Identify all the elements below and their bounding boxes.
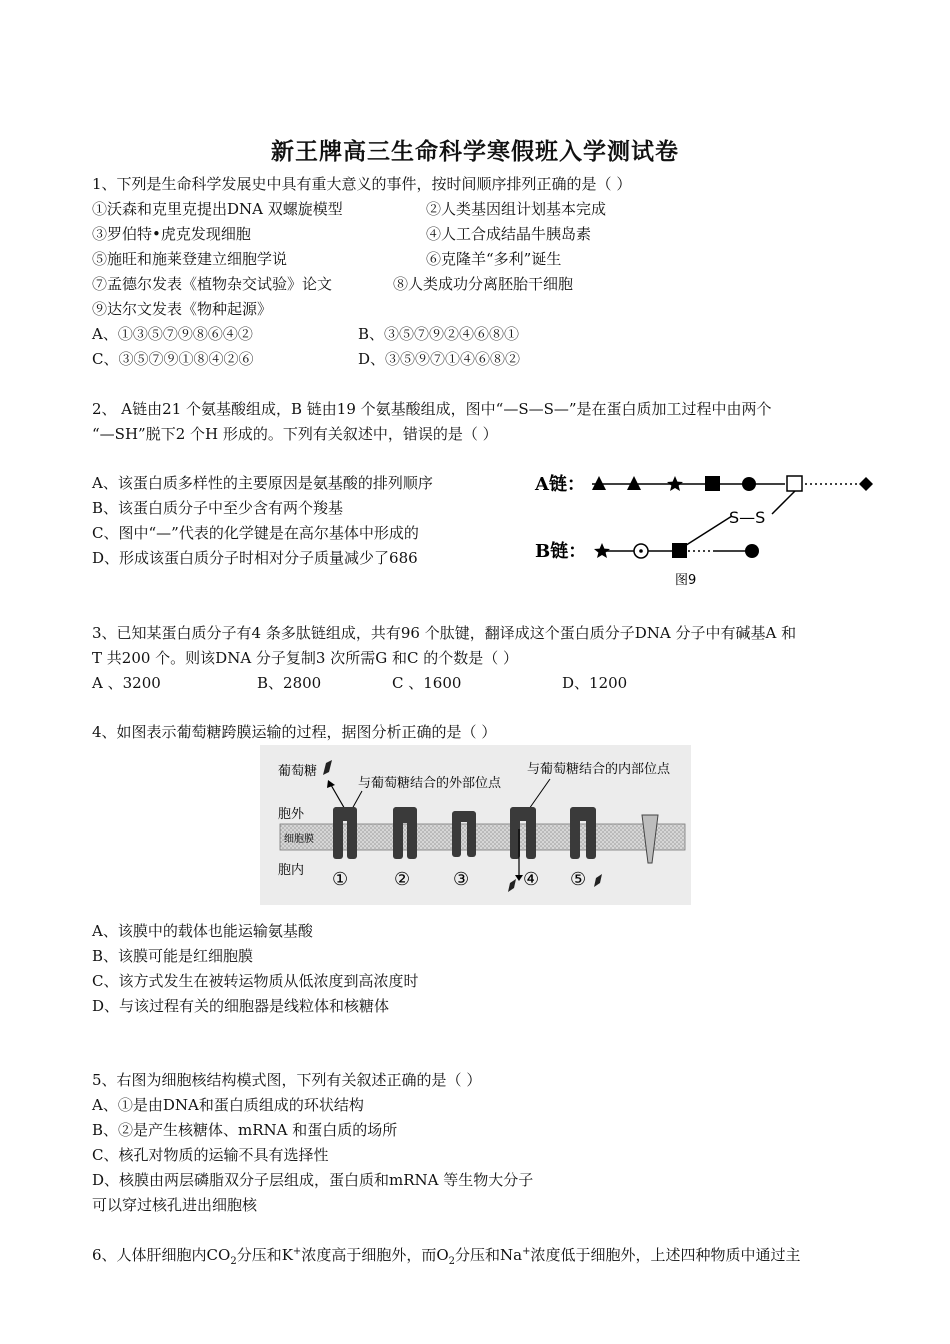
- q6-text: 浓度低于细胞外，上述四种物质中通过主: [530, 1246, 801, 1264]
- triangle-icon: [627, 476, 641, 490]
- q1-stem: 1、下列是生命科学发展史中具有重大意义的事件，按时间顺序排列正确的是（ ）: [92, 175, 632, 193]
- q3-stem-line2: T 共200 个。则该DNA 分子复制3 次所需G 和C 的个数是（ ）: [92, 649, 519, 667]
- q2-option-a[interactable]: A、该蛋白质多样性的主要原因是氨基酸的排列顺序: [92, 474, 433, 492]
- q5-stem: 5、右图为细胞核结构模式图，下列有关叙述正确的是（ ）: [92, 1071, 482, 1089]
- q1-event: ②人类基因组计划基本完成: [426, 200, 607, 218]
- inside-label: 胞内: [278, 863, 305, 878]
- step-label: ③: [453, 869, 470, 890]
- step-label: ①: [332, 869, 349, 890]
- q3-option-b[interactable]: B、2800: [257, 674, 322, 692]
- q2-option-b[interactable]: B、该蛋白质分子中至少含有两个羧基: [92, 499, 344, 517]
- q3-stem-line1: 3、已知某蛋白质分子有4 条多肽链组成，共有96 个肽键，翻译成这个蛋白质分子DNA 分子中有碱基A 和: [92, 624, 797, 642]
- q1-option-b[interactable]: B、③⑤⑦⑨②④⑥⑧①: [358, 325, 520, 343]
- q1-event: ⑤施旺和施莱登建立细胞学说: [92, 250, 288, 268]
- q4-option-d[interactable]: D、与该过程有关的细胞器是线粒体和核糖体: [92, 997, 390, 1015]
- star-icon: [594, 543, 610, 558]
- disulfide-label: S—S: [729, 508, 766, 527]
- q4-option-a[interactable]: A、该膜中的载体也能运输氨基酸: [92, 922, 313, 940]
- glucose-label: 葡萄糖: [278, 764, 318, 779]
- q6-superscript: +: [522, 1246, 531, 1257]
- triangle-icon: [592, 476, 606, 490]
- chain-b-label: B链：: [535, 541, 587, 562]
- outside-label: 胞外: [278, 807, 305, 822]
- square-outline-icon: [787, 476, 802, 491]
- outer-site-label: 与葡萄糖结合的外部位点: [358, 776, 502, 791]
- q5-option-b[interactable]: B、②是产生核糖体、mRNA 和蛋白质的场所: [92, 1121, 398, 1139]
- q5-option-d[interactable]: D、核膜由两层磷脂双分子层组成，蛋白质和mRNA 等生物大分子: [92, 1171, 534, 1189]
- q1-option-a[interactable]: A、①③⑤⑦⑨⑧⑥④②: [92, 325, 253, 343]
- q6-text: 浓度高于细胞外，而O: [301, 1246, 449, 1264]
- q1-option-d[interactable]: D、③⑤⑨⑦①④⑥⑧②: [358, 350, 521, 368]
- membrane-label: 细胞膜: [284, 834, 314, 845]
- diamond-icon: [859, 477, 873, 491]
- q6-text: 分压和Na: [455, 1246, 523, 1264]
- q6-subscript: 2: [230, 1256, 237, 1267]
- q3-option-a[interactable]: A 、3200: [92, 674, 161, 692]
- q4-stem: 4、如图表示葡萄糖跨膜运输的过程，据图分析正确的是（ ）: [92, 723, 497, 741]
- q2-option-c[interactable]: C、图中“—”代表的化学键是在高尔基体中形成的: [92, 524, 419, 542]
- q1-event: ⑦孟德尔发表《植物杂交试验》论文: [92, 275, 333, 293]
- q3-option-c[interactable]: C 、1600: [392, 674, 462, 692]
- circle-icon: [742, 477, 756, 491]
- inner-site-label: 与葡萄糖结合的内部位点: [527, 762, 671, 777]
- q5-option-a[interactable]: A、①是由DNA和蛋白质组成的环状结构: [92, 1096, 364, 1114]
- q1-event: ⑥克隆羊“多利”诞生: [426, 250, 562, 268]
- q1-event: ⑧人类成功分离胚胎干细胞: [393, 275, 574, 293]
- step-label: ②: [394, 869, 411, 890]
- peptide-chain-figure: [530, 462, 880, 592]
- q5-option-d-continuation: 可以穿过核孔进出细胞核: [92, 1196, 258, 1214]
- q3-option-d[interactable]: D、1200: [562, 674, 628, 692]
- q2-stem-line1: 2、 A链由21 个氨基酸组成，B 链由19 个氨基酸组成，图中“—S—S—”是在蛋白质加工过程中由两个: [92, 400, 772, 418]
- q2-option-d[interactable]: D、形成该蛋白质分子时相对分子质量减少了686: [92, 549, 418, 567]
- square-icon: [705, 476, 720, 491]
- star-icon: [667, 476, 683, 491]
- q1-event: ③罗伯特•虎克发现细胞: [92, 225, 251, 243]
- q4-option-b[interactable]: B、该膜可能是红细胞膜: [92, 947, 254, 965]
- q6-subscript: 2: [448, 1256, 455, 1267]
- q1-event: ①沃森和克里克提出DNA 双螺旋模型: [92, 200, 343, 218]
- circle-icon: [745, 544, 759, 558]
- chain-a-label: A链：: [535, 474, 585, 495]
- q6-stem: [92, 1245, 800, 1265]
- page-title: 新王牌高三生命科学寒假班入学测试卷: [271, 138, 679, 165]
- glucose-transport-figure: [260, 745, 691, 905]
- figure-caption: 图9: [675, 573, 697, 588]
- q6-text: 6、人体肝细胞内CO: [92, 1246, 231, 1264]
- step-label: ⑤: [570, 869, 587, 890]
- q5-option-c[interactable]: C、核孔对物质的运输不具有选择性: [92, 1146, 329, 1164]
- q2-stem-line2: “—SH”脱下2 个H 形成的。下列有关叙述中，错误的是（ ）: [92, 425, 498, 443]
- q6-text: 分压和K: [236, 1246, 293, 1264]
- q4-option-c[interactable]: C、该方式发生在被转运物质从低浓度到高浓度时: [92, 972, 419, 990]
- q1-option-c[interactable]: C、③⑤⑦⑨①⑧④②⑥: [92, 350, 254, 368]
- q1-event: ⑨达尔文发表《物种起源》: [92, 300, 273, 318]
- q6-superscript: +: [292, 1246, 302, 1257]
- square-icon: [672, 543, 687, 558]
- q1-event: ④人工合成结晶牛胰岛素: [426, 225, 592, 243]
- step-label: ④: [523, 869, 540, 890]
